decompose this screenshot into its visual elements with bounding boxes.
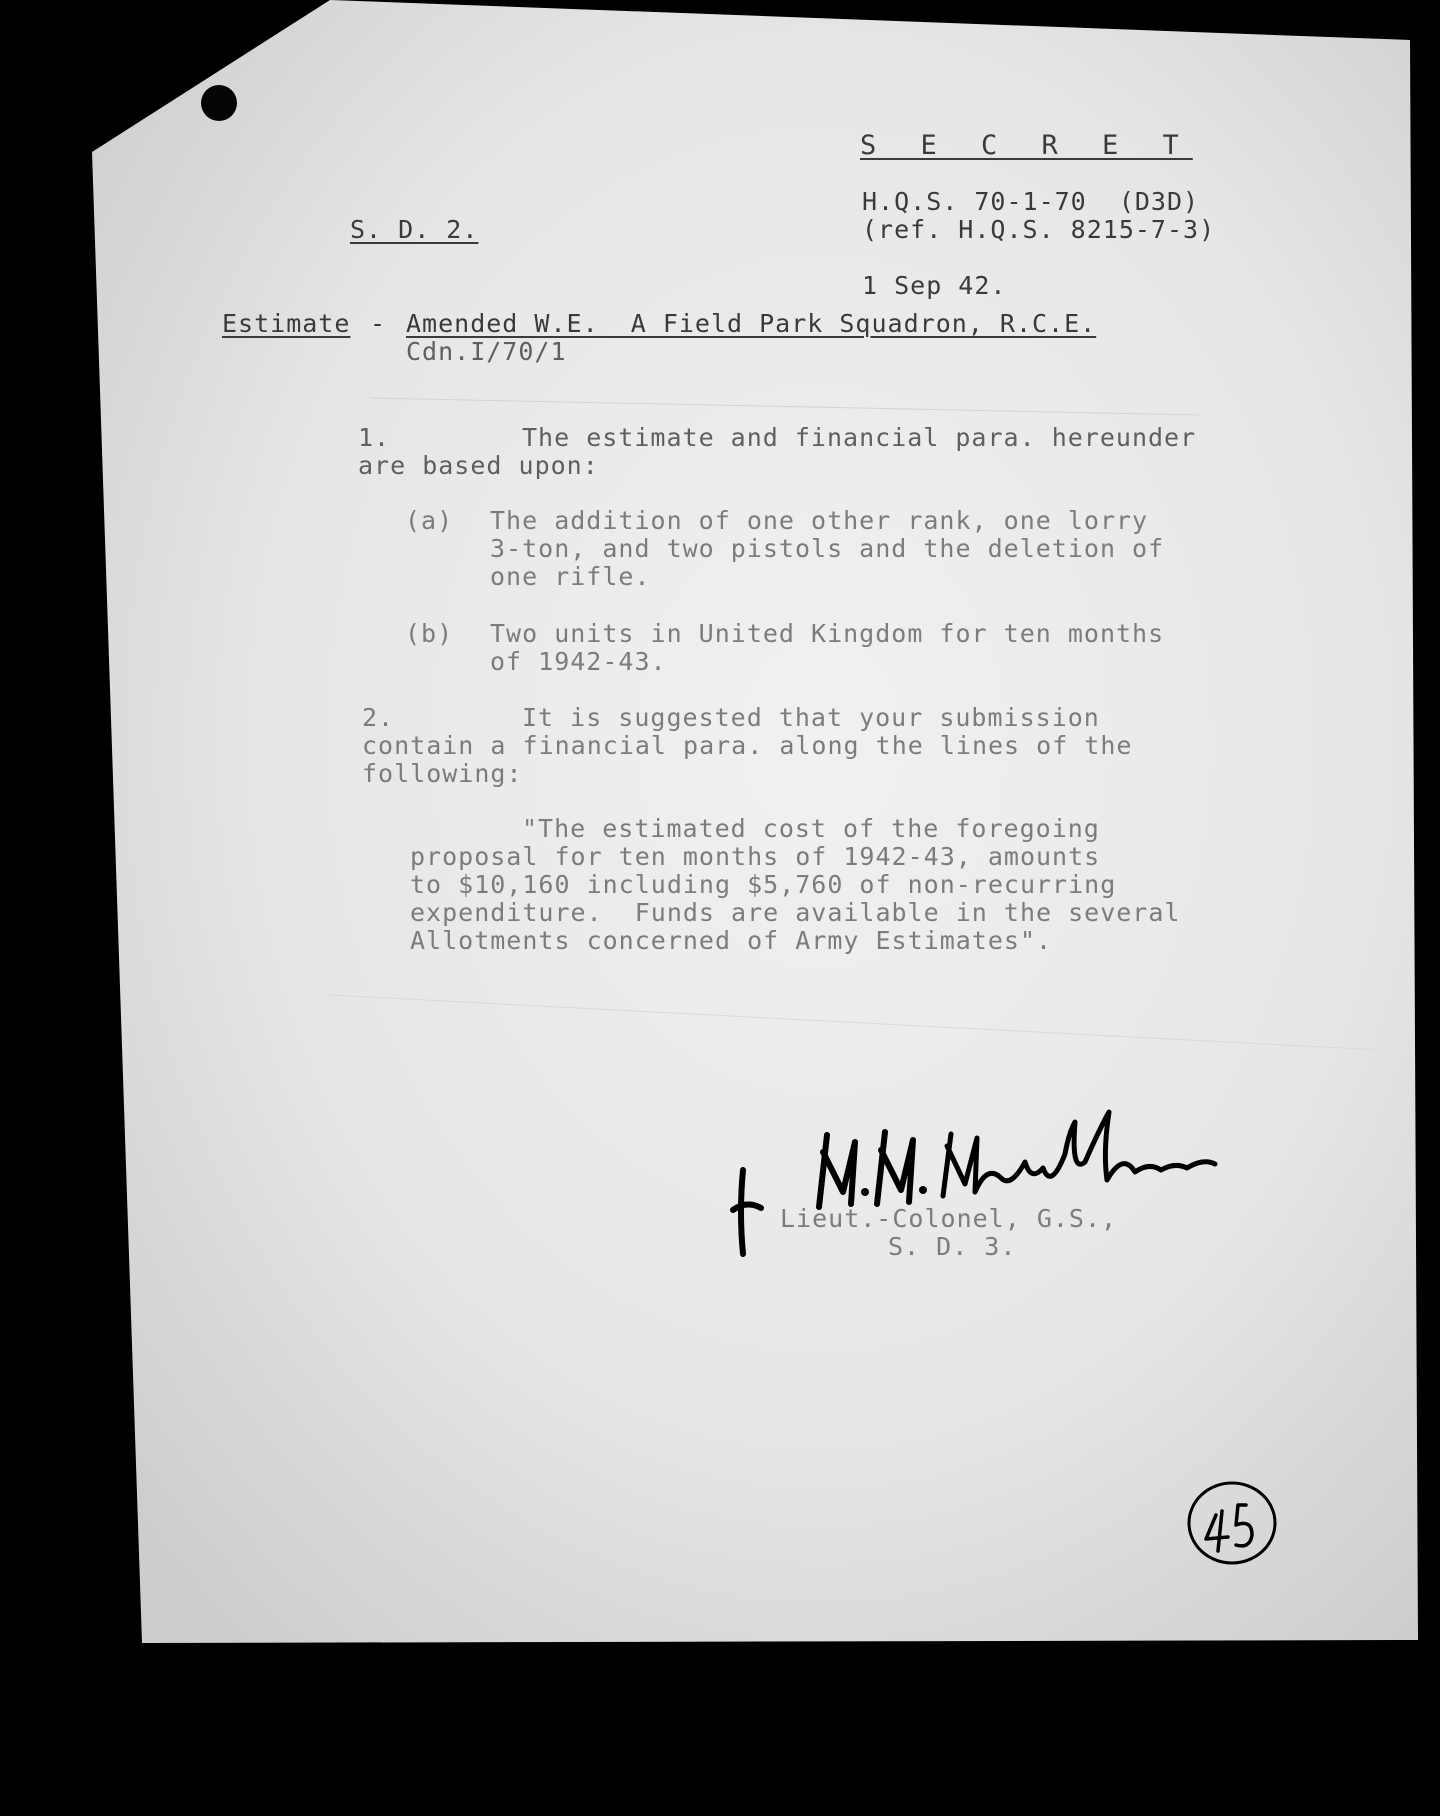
reference-line: (ref. H.Q.S. 8215-7-3) (862, 215, 1216, 244)
item-b-line: Two units in United Kingdom for ten months (490, 619, 1165, 648)
paragraph-1-line: are based upon: (358, 451, 599, 480)
page-number-stamp (1180, 1475, 1280, 1567)
classification-marking: S E C R E T (860, 130, 1193, 161)
subject-label: Estimate (222, 309, 351, 338)
quote-line: "The estimated cost of the foregoing (522, 814, 1100, 843)
document-date: 1 Sep 42. (862, 271, 1007, 300)
item-b-line: of 1942-43. (490, 647, 667, 676)
quote-line: expenditure. Funds are available in the several (410, 898, 1181, 927)
item-a-line: 3-ton, and two pistols and the deletion of (490, 534, 1165, 563)
item-b-label: (b) (405, 619, 454, 648)
paragraph-2-line: following: (362, 759, 523, 788)
quote-line: Allotments concerned of Army Estimates". (410, 926, 1053, 955)
subject-subline: Cdn.I/70/1 (406, 337, 567, 366)
paragraph-1-line: The estimate and financial para. hereunder (522, 423, 1197, 452)
quote-line: to $10,160 including $5,760 of non-recurring (410, 870, 1117, 899)
quote-line: proposal for ten months of 1942-43, amounts (410, 842, 1101, 871)
paragraph-1-number: 1. (358, 423, 391, 452)
punch-hole (201, 85, 237, 121)
item-a-line: one rifle. (490, 562, 651, 591)
item-a-label: (a) (405, 506, 454, 535)
file-reference: H.Q.S. 70-1-70 (D3D) (862, 187, 1200, 216)
paragraph-2-line: contain a financial para. along the lines of the (362, 731, 1133, 760)
addressee: S. D. 2. (350, 215, 479, 244)
signatory-title: Lieut.-Colonel, G.S., (780, 1204, 1118, 1233)
paragraph-2-number: 2. (362, 703, 395, 732)
paragraph-2-line: It is suggested that your submission (522, 703, 1100, 732)
subject-dash: - (370, 309, 387, 338)
item-a-line: The addition of one other rank, one lorry (490, 506, 1149, 535)
subject-title: Amended W.E. A Field Park Squadron, R.C.E. (406, 309, 1097, 338)
signatory-office: S. D. 3. (888, 1232, 1017, 1261)
